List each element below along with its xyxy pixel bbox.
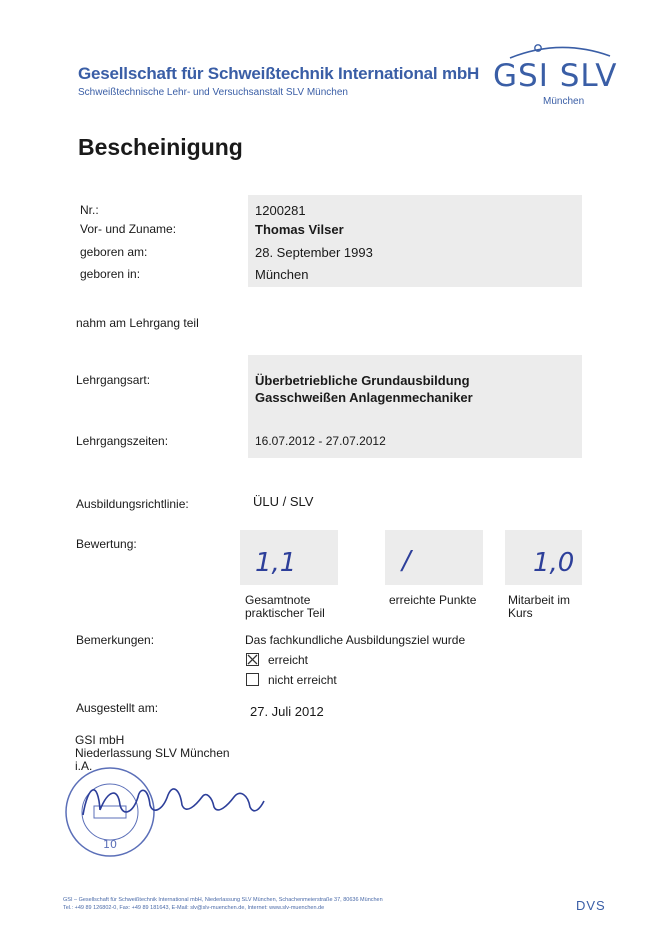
remarks-text: Das fachkundliche Ausbildungsziel wurde — [245, 633, 466, 647]
grade3-caption-2: Kurs — [508, 606, 533, 620]
course-type-line2: Gasschweißen Anlagenmechaniker — [255, 390, 473, 405]
birthplace-label: geboren in: — [80, 267, 141, 281]
reached-label: erreicht — [268, 653, 309, 667]
organization-name: Gesellschaft für Schweißtechnik International mbH — [78, 64, 480, 83]
issued-label: Ausgestellt am: — [76, 701, 159, 715]
not-reached-label: nicht erreicht — [268, 673, 337, 687]
signature-ia: i.A. — [75, 759, 93, 773]
reached-checkbox[interactable] — [246, 653, 259, 666]
grade2-caption: erreichte Punkte — [389, 593, 477, 607]
logo: GSI SLV — [493, 58, 618, 94]
birthdate-value: 28. September 1993 — [255, 245, 373, 260]
nr-label: Nr.: — [80, 203, 99, 217]
grading-label: Bewertung: — [76, 537, 137, 551]
footer-line-1: GSI – Gesellschaft für Schweißtechnik International mbH, Niederlassung SLV München, Schachenmeierstraße 37, 80636 München — [63, 897, 383, 903]
signature-org: GSI mbH — [75, 733, 125, 747]
logo-city: München — [543, 96, 585, 107]
guideline-label: Ausbildungsrichtlinie: — [76, 497, 189, 511]
nr-value: 1200281 — [255, 203, 306, 218]
footer-address — [63, 896, 533, 912]
grade1-caption-1: Gesamtnote — [245, 593, 311, 607]
grade3-handwritten: 1,0 — [533, 548, 575, 578]
course-intro: nahm am Lehrgang teil — [76, 316, 199, 330]
grade2-box — [385, 530, 483, 585]
checkmark-cross-icon — [247, 654, 258, 665]
name-label: Vor- und Zuname: — [80, 222, 177, 236]
stamp-number: 10 — [103, 838, 117, 851]
document-title: Bescheinigung — [78, 134, 243, 160]
name-value: Thomas Vilser — [255, 222, 344, 237]
remarks-label: Bemerkungen: — [76, 633, 155, 647]
handwritten-signature — [78, 775, 268, 830]
issued-value: 27. Juli 2012 — [250, 704, 324, 719]
dvs-logo: DVS — [576, 898, 606, 913]
grade1-caption-2: praktischer Teil — [245, 606, 325, 620]
course-dates-label: Lehrgangszeiten: — [76, 434, 169, 448]
course-type-label: Lehrgangsart: — [76, 373, 151, 387]
course-type-line1: Überbetriebliche Grundausbildung — [255, 373, 470, 388]
signature-branch: Niederlassung SLV München — [75, 746, 230, 760]
footer-line-2: Tel.: +49 89 126802-0, Fax: +49 89 181643, E-Mail: slv@slv-muenchen.de, Internet: www.slv-muenchen.de — [63, 905, 325, 911]
grade3-caption-1: Mitarbeit im — [508, 593, 571, 607]
course-dates-value: 16.07.2012 - 27.07.2012 — [255, 434, 386, 448]
not-reached-checkbox[interactable] — [246, 673, 259, 686]
guideline-value: ÜLU / SLV — [253, 494, 314, 509]
grade2-handwritten: / — [402, 546, 411, 576]
organization-subtitle: Schweißtechnische Lehr- und Versuchsanstalt SLV München — [78, 87, 348, 98]
birthdate-label: geboren am: — [80, 245, 148, 259]
birthplace-value: München — [255, 267, 309, 282]
grade1-handwritten: 1,1 — [255, 548, 297, 578]
